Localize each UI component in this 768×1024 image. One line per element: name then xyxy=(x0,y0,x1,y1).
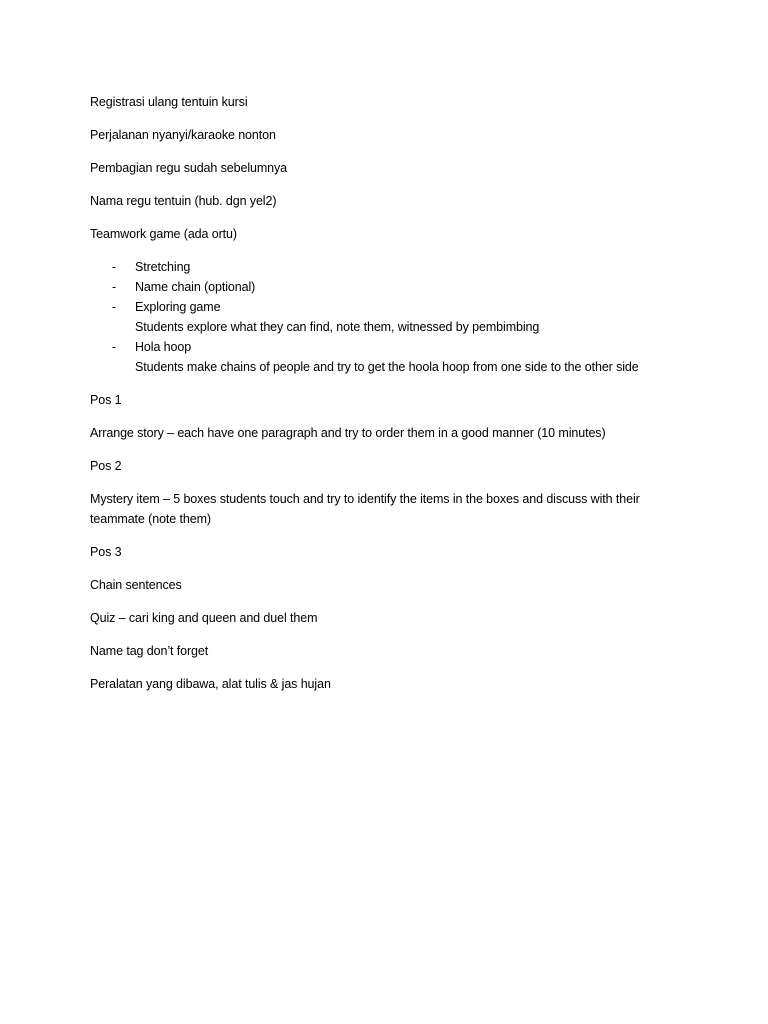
paragraph-teamwork-game: Teamwork game (ada ortu) xyxy=(90,227,237,241)
list-bullet: - xyxy=(112,340,117,354)
paragraph-registrasi: Registrasi ulang tentuin kursi xyxy=(90,95,248,109)
paragraph-mystery-item: Mystery item – 5 boxes students touch and try to identify the items in the boxes and discuss with their teammate (note them) xyxy=(90,492,640,526)
paragraph-name-tag: Name tag don’t forget xyxy=(90,644,209,658)
list-item-hola-hoop xyxy=(90,337,690,377)
list-item-title: Stretching xyxy=(135,260,191,274)
paragraph-perjalanan: Perjalanan nyanyi/karaoke nonton xyxy=(90,128,276,142)
paragraph-quiz: Quiz – cari king and queen and duel them xyxy=(90,611,318,625)
game-list xyxy=(90,257,690,377)
list-bullet: - xyxy=(112,260,117,274)
list-item-title: Exploring game xyxy=(135,300,221,314)
list-item-title: Hola hoop xyxy=(135,340,192,354)
paragraph-pos-1: Pos 1 xyxy=(90,393,122,407)
list-bullet: - xyxy=(112,300,117,314)
list-item-exploring-game xyxy=(90,297,690,337)
list-bullet: - xyxy=(112,280,117,294)
list-item-detail: Students make chains of people and try to get the hoola hoop from one side to the other side xyxy=(135,360,639,374)
list-item-detail: Students explore what they can find, note them, witnessed by pembimbing xyxy=(135,320,540,334)
list-item-name-chain xyxy=(90,277,690,297)
paragraph-pos-2: Pos 2 xyxy=(90,459,122,473)
paragraph-pembagian: Pembagian regu sudah sebelumnya xyxy=(90,161,288,175)
list-item-stretching xyxy=(90,257,690,277)
paragraph-arrange-story: Arrange story – each have one paragraph and try to order them in a good manner (10 minutes) xyxy=(90,426,606,440)
paragraph-chain-sentences: Chain sentences xyxy=(90,578,182,592)
paragraph-pos-3: Pos 3 xyxy=(90,545,122,559)
paragraph-peralatan: Peralatan yang dibawa, alat tulis & jas hujan xyxy=(90,677,331,691)
paragraph-nama-regu: Nama regu tentuin (hub. dgn yel2) xyxy=(90,194,277,208)
list-item-title: Name chain (optional) xyxy=(135,280,256,294)
document-body xyxy=(90,92,690,707)
